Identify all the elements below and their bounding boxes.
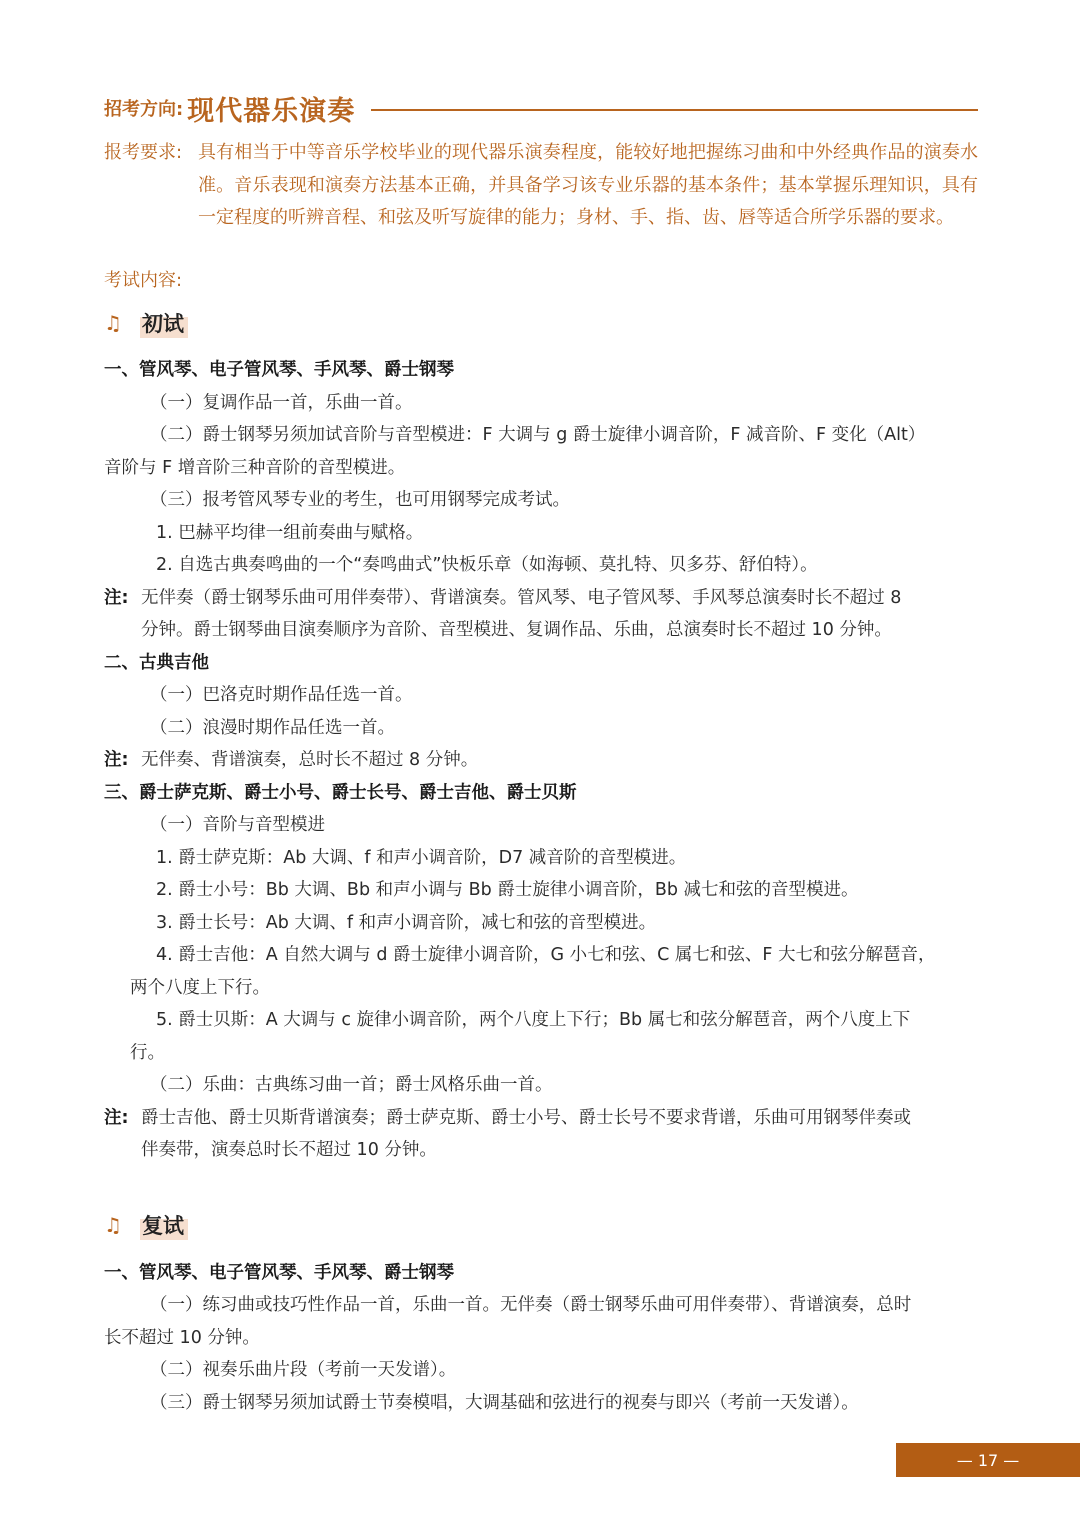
note-label: 注:: [104, 1108, 129, 1128]
list-item: 5. 爵士贝斯：A 大调与 c 旋律小调音阶，两个八度上下行；Bb 属七和弦分解琶音，两个八度上下: [156, 1010, 911, 1030]
header-label: 招考方向:: [104, 99, 184, 120]
stage-heading-retest: [104, 1210, 188, 1240]
text-line: （一）音阶与音型模进: [150, 815, 325, 835]
text-line: （一）巴洛克时期作品任选一首。: [150, 685, 413, 705]
note-label: 注:: [104, 750, 129, 770]
note-text: 分钟。爵士钢琴曲目演奏顺序为音阶、音型模进、复调作品、乐曲，总演奏时长不超过 10 分钟。: [141, 620, 892, 640]
note-text: 无伴奏、背谱演奏，总时长不超过 8 分钟。: [141, 750, 479, 770]
stage-title-retest: 复试: [140, 1210, 188, 1240]
stage-heading-preliminary: [104, 308, 188, 338]
page-title: 现代器乐演奏: [187, 95, 356, 127]
list-item: 1. 巴赫平均律一组前奏曲与赋格。: [156, 523, 424, 543]
item-heading: 二、古典吉他: [104, 653, 209, 673]
text-line: （一）复调作品一首，乐曲一首。: [150, 393, 413, 413]
text-line: （一）练习曲或技巧性作品一首，乐曲一首。无伴奏（爵士钢琴乐曲可用伴奏带）、背谱演奏，总时: [150, 1295, 912, 1315]
list-item-continuation: 两个八度上下行。: [130, 978, 270, 998]
section-header: [104, 86, 978, 130]
list-item: 1. 爵士萨克斯：Ab 大调、f 和声小调音阶，D7 减音阶的音型模进。: [156, 848, 687, 868]
list-item: 3. 爵士长号：Ab 大调、f 和声小调音阶，减七和弦的音型模进。: [156, 913, 657, 933]
note-label: 注:: [104, 588, 129, 608]
text-line: 音阶与 F 增音阶三种音阶的音型模进。: [104, 458, 406, 478]
item-heading: 三、爵士萨克斯、爵士小号、爵士长号、爵士吉他、爵士贝斯: [104, 783, 577, 803]
text-line: （三）爵士钢琴另须加试爵士节奏模唱，大调基础和弦进行的视奏与即兴（考前一天发谱）。: [150, 1393, 859, 1413]
header-divider: [371, 109, 978, 111]
text-line: 长不超过 10 分钟。: [104, 1328, 260, 1348]
list-item: 2. 爵士小号：Bb 大调、Bb 和声小调与 Bb 爵士旋律小调音阶，Bb 减七和弦的音型模进。: [156, 880, 859, 900]
list-item: 2. 自选古典奏鸣曲的一个“奏鸣曲式”快板乐章（如海顿、莫扎特、贝多芬、舒伯特）。: [156, 555, 818, 575]
stage-title-preliminary: 初试: [140, 308, 188, 338]
text-line: （三）报考管风琴专业的考生，也可用钢琴完成考试。: [150, 490, 570, 510]
list-item-continuation: 行。: [130, 1043, 165, 1063]
page-number: — 17 —: [896, 1443, 1080, 1477]
text-line: （二）乐曲：古典练习曲一首；爵士风格乐曲一首。: [150, 1075, 553, 1095]
music-note-icon: ♫: [104, 311, 122, 335]
music-note-icon: ♫: [104, 1213, 122, 1237]
note-text: 伴奏带，演奏总时长不超过 10 分钟。: [141, 1140, 437, 1160]
requirements-block: [104, 137, 978, 235]
exam-content-label: 考试内容:: [104, 270, 183, 291]
item-heading: 一、管风琴、电子管风琴、手风琴、爵士钢琴: [104, 360, 454, 380]
requirements-text: 具有相当于中等音乐学校毕业的现代器乐演奏程度，能较好地把握练习曲和中外经典作品的演奏水准。音乐表现和演奏方法基本正确，并具备学习该专业乐器的基本条件；基本掌握乐理知识，具有一定程度的听辨音程、和弦及听写旋律的能力；身材、手、指、齿、唇等适合所学乐器的要求。: [198, 142, 978, 228]
note-text: 无伴奏（爵士钢琴乐曲可用伴奏带）、背谱演奏。管风琴、电子管风琴、手风琴总演奏时长不超过 8: [141, 588, 902, 608]
list-item: 4. 爵士吉他：A 自然大调与 d 爵士旋律小调音阶，G 小七和弦、C 属七和弦、F 大七和弦分解琶音，: [156, 945, 936, 965]
text-line: （二）浪漫时期作品任选一首。: [150, 718, 395, 738]
note-text: 爵士吉他、爵士贝斯背谱演奏；爵士萨克斯、爵士小号、爵士长号不要求背谱，乐曲可用钢琴伴奏或: [141, 1108, 911, 1128]
text-line: （二）爵士钢琴另须加试音阶与音型模进：F 大调与 g 爵士旋律小调音阶，F 减音阶、F 变化（Alt）: [150, 425, 926, 445]
requirements-label: 报考要求:: [104, 142, 183, 163]
item-heading: 一、管风琴、电子管风琴、手风琴、爵士钢琴: [104, 1263, 454, 1283]
text-line: （二）视奏乐曲片段（考前一天发谱）。: [150, 1360, 457, 1380]
